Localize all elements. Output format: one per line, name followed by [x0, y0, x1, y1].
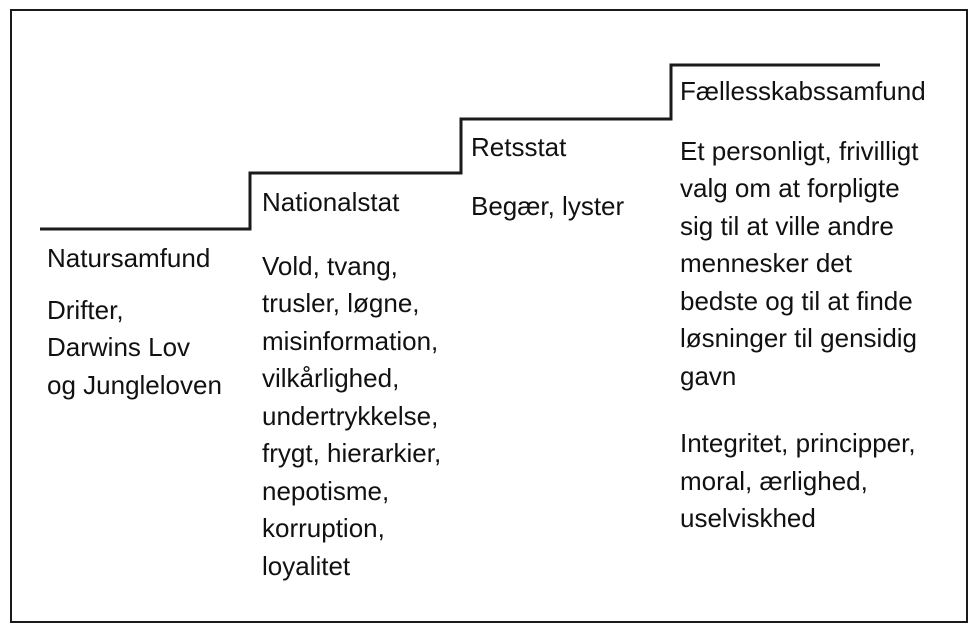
stage-faellesskabssamfund: [680, 73, 926, 538]
description-line: bedste og til at finde: [680, 285, 913, 316]
values-line: uselviskhed: [680, 503, 816, 533]
description-line: Et personligt, frivilligt: [680, 135, 919, 166]
description-line: løsninger til gensidig: [680, 323, 918, 353]
description-line: korruption,: [262, 513, 385, 543]
stage-description: [680, 133, 926, 396]
description-line: trusler, løgne,: [262, 288, 420, 318]
description-line: mennesker det: [680, 248, 852, 278]
description-line: nepotisme,: [262, 475, 390, 506]
description-line: Drifter,: [47, 294, 124, 325]
stage-heading: Nationalstat: [262, 187, 400, 217]
stage-heading: Retsstat: [471, 132, 567, 162]
description-line: gavn: [680, 360, 737, 391]
description-line: frygt, hierarkier,: [262, 438, 442, 468]
description-line: loyalitet: [262, 550, 351, 581]
description-line: vilkårlighed,: [262, 363, 400, 393]
description-line: misinformation,: [262, 325, 439, 356]
description-line: sig til at ville andre: [680, 210, 894, 241]
stage-description: [262, 248, 441, 586]
values-line: moral, ærlighed,: [680, 465, 868, 496]
stage-nationalstat: [262, 184, 441, 585]
stage-natursamfund: [47, 240, 222, 404]
description-line: og Jungleloven: [47, 369, 222, 400]
description-line: Vold, tvang,: [262, 250, 398, 281]
description-line: Darwins Lov: [47, 332, 191, 362]
values-line: Integritet, principper,: [680, 428, 916, 458]
stage-heading: Natursamfund: [47, 243, 211, 273]
stage-heading: Fællesskabssamfund: [680, 76, 926, 106]
stage-description: [471, 188, 624, 226]
stage-retsstat: [471, 129, 624, 225]
description-line: Begær, lyster: [471, 190, 625, 221]
description-line: undertrykkelse,: [262, 400, 439, 431]
description-line: valg om at forpligte: [680, 173, 900, 203]
stage-description: [47, 292, 222, 405]
stage-values: [680, 425, 926, 538]
